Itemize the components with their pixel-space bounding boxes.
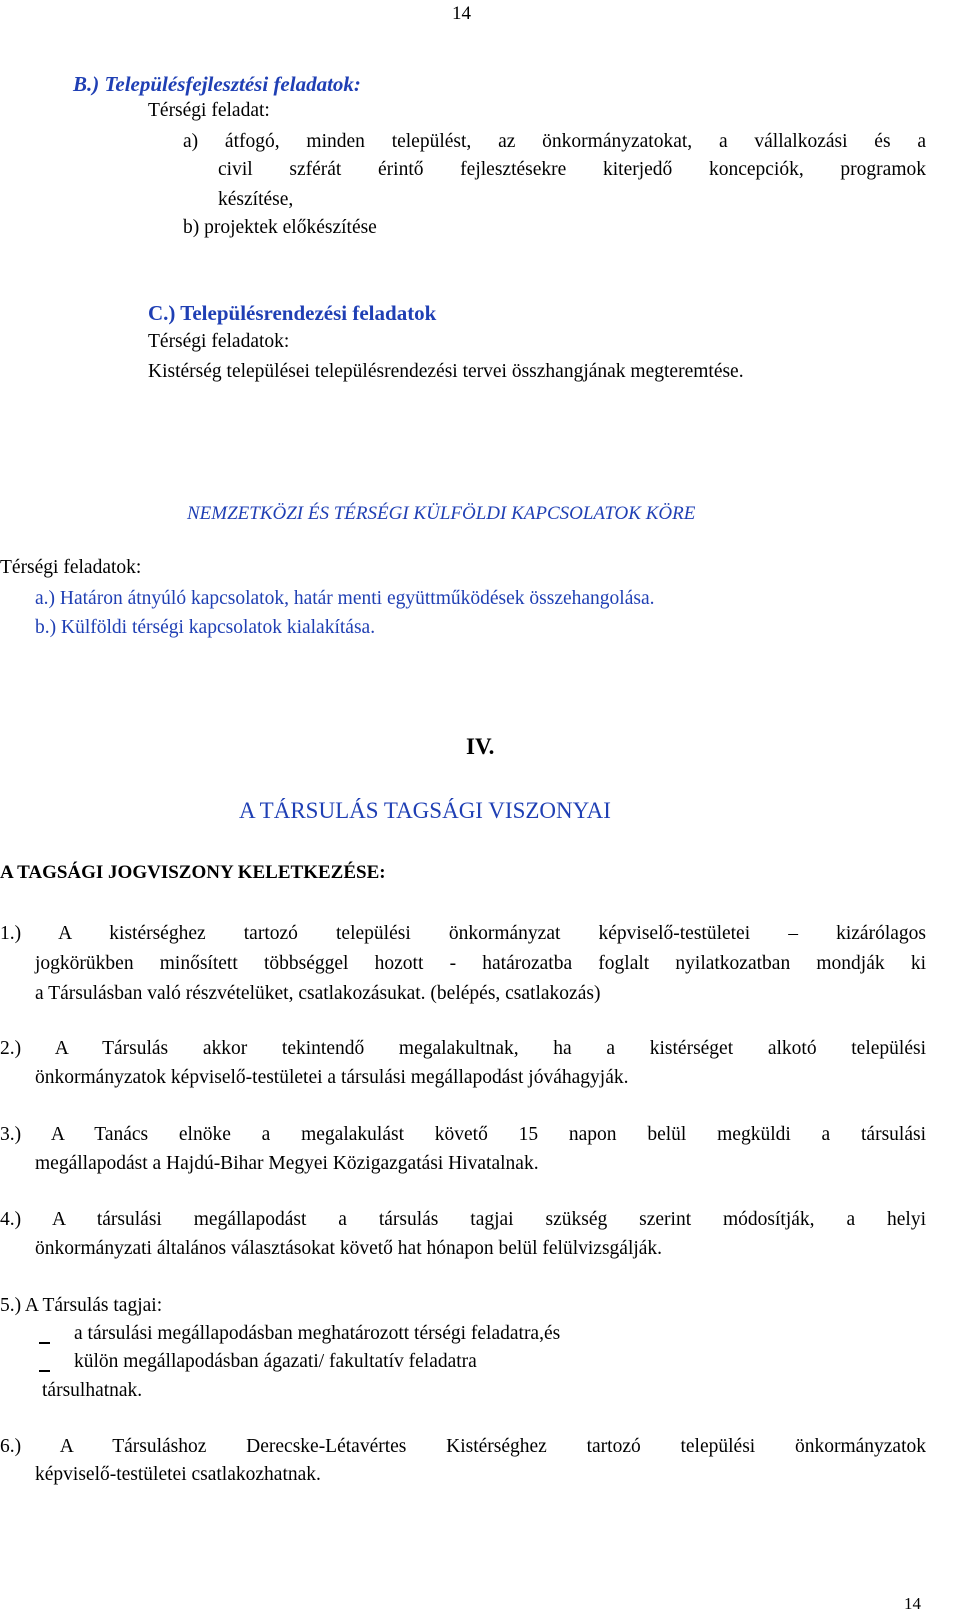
paragraph-5-intro: 5.) A Társulás tagjai:: [0, 1295, 163, 1316]
section-b-item-a-line2: civil szférát érintő fejlesztésekre kiterjedő koncepciók, programok: [218, 159, 926, 180]
chapter-title: A TÁRSULÁS TAGSÁGI VISZONYAI: [239, 798, 611, 823]
section-b-subheading: Térségi feladat:: [148, 100, 270, 121]
paragraph-2-line2: önkormányzatok képviselő-testületei a társulási megállapodást jóváhagyják.: [35, 1067, 629, 1088]
section-c-heading: C.) Településrendezési feladatok: [148, 301, 437, 325]
list-dash: [39, 1370, 50, 1372]
paragraph-1-line1: 1.) A kistérséghez tartozó települési önkormányzat képviselő-testületei – kizárólagos: [0, 923, 926, 944]
international-heading: NEMZETKÖZI ÉS TÉRSÉGI KÜLFÖLDI KAPCSOLATOK KÖRE: [187, 503, 696, 524]
section-c-text: Kistérség települései településrendezési tervei összhangjának megteremtése.: [148, 361, 744, 382]
paragraph-4-line2: önkormányzati általános választásokat követő hat hónapon belül felülvizsgálják.: [35, 1238, 663, 1259]
chapter-number: IV.: [466, 734, 495, 759]
page-number-top: 14: [452, 3, 471, 24]
paragraph-5-end: társulhatnak.: [42, 1380, 143, 1401]
paragraph-5-item2: külön megállapodásban ágazati/ fakultatív feladatra: [74, 1351, 477, 1372]
section-b-item-a-line3: készítése,: [218, 189, 294, 210]
paragraph-6-line2: képviselő-testületei csatlakozhatnak.: [35, 1464, 321, 1485]
paragraph-6-line1: 6.) A Társuláshoz Derecske-Létavértes Kistérséghez tartozó települési önkormányzatok: [0, 1436, 926, 1457]
section-c-subheading: Térségi feladatok:: [148, 331, 290, 352]
section-b-item-a-line1: a) átfogó, minden települést, az önkormányzatokat, a vállalkozási és a: [183, 131, 926, 152]
paragraph-3-line2: megállapodást a Hajdú-Bihar Megyei Közigazgatási Hivatalnak.: [35, 1153, 539, 1174]
section-b-heading: B.) Településfejlesztési feladatok:: [73, 72, 361, 96]
paragraph-3-line1: 3.) A Tanács elnöke a megalakulást követő 15 napon belül megküldi a társulási: [0, 1124, 926, 1145]
section-b-item-b: b) projektek előkészítése: [183, 217, 377, 238]
paragraph-2-line1: 2.) A Társulás akkor tekintendő megalakultnak, ha a kistérséget alkotó települési: [0, 1038, 926, 1059]
list-dash: [39, 1342, 50, 1344]
page-number-bottom: 14: [904, 1594, 921, 1613]
chapter-subtitle: A TAGSÁGI JOGVISZONY KELETKEZÉSE:: [0, 862, 386, 883]
paragraph-4-line1: 4.) A társulási megállapodást a társulás tagjai szükség szerint módosítják, a helyi: [0, 1209, 926, 1230]
international-item-b: b.) Külföldi térségi kapcsolatok kialakítása.: [35, 617, 376, 638]
paragraph-5-item1: a társulási megállapodásban meghatározott térségi feladatra,és: [74, 1323, 561, 1344]
international-item-a: a.) Határon átnyúló kapcsolatok, határ menti együttműködések összehangolása.: [35, 588, 655, 609]
international-label: Térségi feladatok:: [0, 557, 142, 578]
paragraph-1-line2: jogkörükben minősített többséggel hozott - határozatba foglalt nyilatkozatban mondják ki: [35, 953, 926, 974]
paragraph-1-line3: a Társulásban való részvételüket, csatlakozásukat. (belépés, csatlakozás): [35, 983, 601, 1004]
